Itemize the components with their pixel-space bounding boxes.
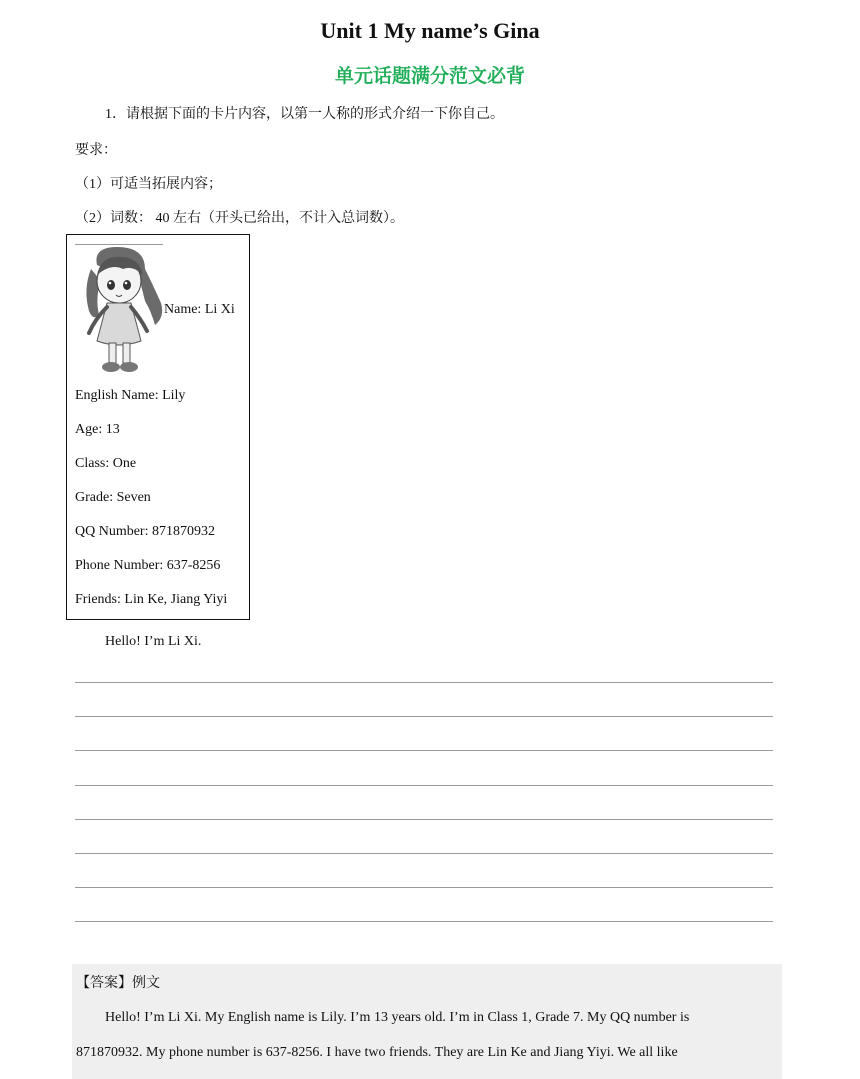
- answer-label: 【答案】例文: [76, 976, 160, 991]
- writing-line: [75, 921, 773, 922]
- writing-line: [75, 750, 773, 751]
- writing-line: [75, 819, 773, 820]
- essay-start: Hello! I’m Li Xi.: [105, 634, 202, 649]
- answer-line-2: 871870932. My phone number is 637-8256. I have two friends. They are Lin Ke and Jiang Yiyi. We all like: [76, 1045, 678, 1060]
- card-friends: Friends: Lin Ke, Jiang Yiyi: [75, 592, 228, 607]
- page-title: Unit 1 My name’s Gina: [320, 18, 540, 43]
- requirements-label: 要求：: [75, 143, 117, 158]
- info-card: [66, 234, 250, 620]
- writing-line: [75, 716, 773, 717]
- writing-line: [75, 785, 773, 786]
- answer-box: [72, 964, 782, 1079]
- card-phone: Phone Number: 637-8256: [75, 558, 221, 573]
- answer-line-1: Hello! I’m Li Xi. My English name is Lily. I’m 13 years old. I’m in Class 1, Grade 7. My QQ number is: [105, 1010, 690, 1025]
- card-age: Age: 13: [75, 422, 120, 437]
- card-name: Name: Li Xi: [164, 302, 235, 317]
- cartoon-girl-icon: [75, 245, 167, 377]
- requirement-1: （1）可适当拓展内容；: [75, 177, 222, 192]
- requirement-2: （2）词数： 40 左右（开头已给出，不计入总词数）。: [75, 211, 404, 226]
- card-english-name: English Name: Lily: [75, 388, 186, 403]
- writing-line: [75, 682, 773, 683]
- writing-line: [75, 853, 773, 854]
- writing-line: [75, 887, 773, 888]
- page-subtitle: 单元话题满分范文必背: [334, 65, 525, 87]
- card-qq: QQ Number: 871870932: [75, 524, 215, 539]
- question-text: 1．请根据下面的卡片内容，以第一人称的形式介绍一下你自己。: [105, 107, 504, 122]
- card-class: Class: One: [75, 456, 137, 471]
- card-grade: Grade: Seven: [75, 490, 151, 505]
